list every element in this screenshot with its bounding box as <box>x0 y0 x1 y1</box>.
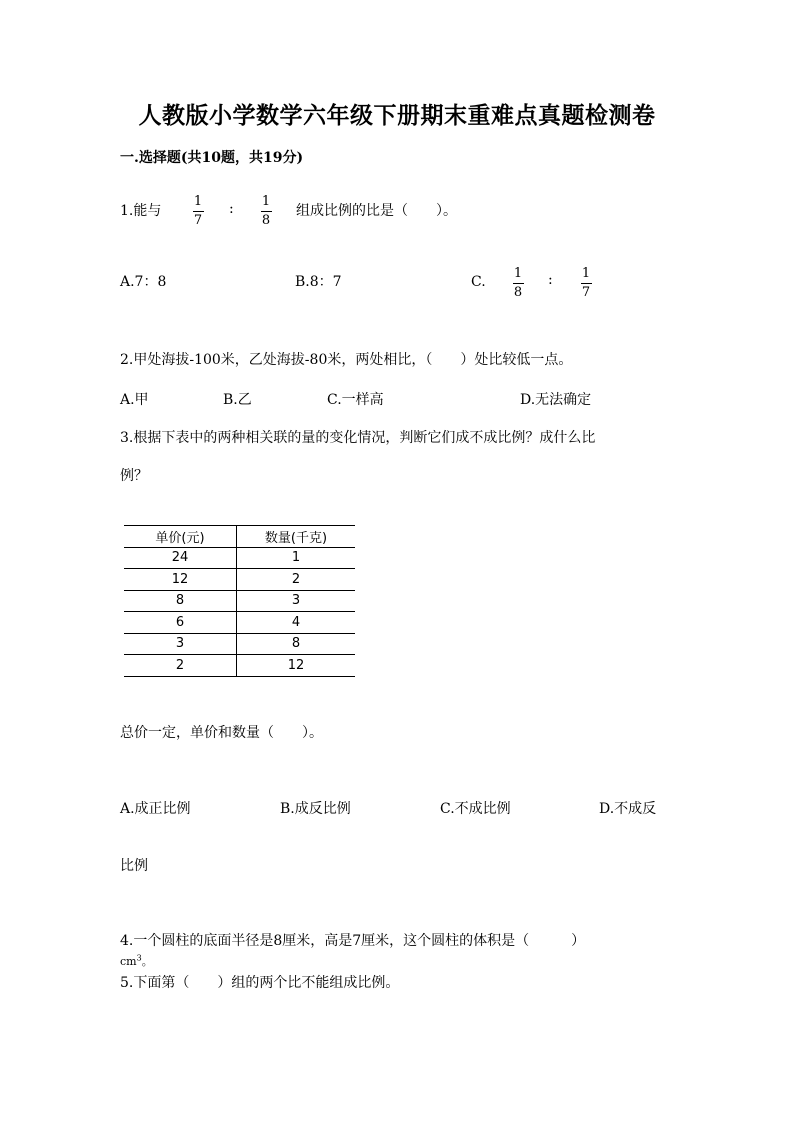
denominator: 8 <box>261 213 271 228</box>
unit-superscript: 3 <box>136 953 142 963</box>
q1-fraction-2 <box>259 195 273 228</box>
table-header-row <box>124 526 355 548</box>
q1-option-c-colon: : <box>548 272 553 288</box>
q2-text: 2.甲处海拔-100米，乙处海拔-80米，两处相比，（ ）处比较低一点。 <box>120 352 573 368</box>
denominator: 8 <box>513 285 523 300</box>
q5-text: 5.下面第（ ）组的两个比不能组成比例。 <box>120 975 400 991</box>
q1-option-a: A.7：8 <box>120 274 167 290</box>
table-cell: 8 <box>124 590 237 612</box>
table-cell: 12 <box>237 655 356 677</box>
q2-option-a: A.甲 <box>120 392 149 408</box>
q2-option-d: D.无法确定 <box>520 392 592 408</box>
fraction-bar <box>581 283 592 284</box>
table-row <box>124 655 355 677</box>
q3-line-2: 例？ <box>120 468 148 484</box>
table-header-cell: 单价(元) <box>124 526 237 548</box>
q1-option-c-fraction-1 <box>511 267 525 300</box>
numerator: 1 <box>261 194 271 209</box>
q1-option-c-fraction-2 <box>579 267 593 300</box>
table-header-cell: 数量(千克) <box>237 526 356 548</box>
q3-option-a: A.成正比例 <box>120 801 191 817</box>
numerator: 1 <box>193 194 203 209</box>
table-row <box>124 547 355 569</box>
table-row <box>124 612 355 634</box>
q3-option-d-continued: 比例 <box>120 858 148 874</box>
q2-option-c: C.一样高 <box>327 392 384 408</box>
q1-option-b: B.8：7 <box>295 274 342 290</box>
page-title: 人教版小学数学六年级下册期末重难点真题检测卷 <box>138 102 656 129</box>
table-row <box>124 633 355 655</box>
q3-option-d: D.不成反 <box>599 801 657 817</box>
table-cell: 8 <box>237 633 356 655</box>
q4-text: 4.一个圆柱的底面半径是8厘米，高是7厘米，这个圆柱的体积是（ ） <box>120 933 586 949</box>
q3-line-1: 3.根据下表中的两种相关联的量的变化情况，判断它们成不成比例？成什么比 <box>120 430 596 446</box>
table-cell: 3 <box>237 590 356 612</box>
denominator: 7 <box>193 213 203 228</box>
table-row <box>124 569 355 591</box>
fraction-bar <box>513 283 524 284</box>
q4-unit <box>120 953 153 969</box>
denominator: 7 <box>581 285 591 300</box>
table-row <box>124 590 355 612</box>
q1-colon: : <box>229 201 234 217</box>
table-cell: 2 <box>237 569 356 591</box>
numerator: 1 <box>513 266 523 281</box>
unit-end: 。 <box>141 955 153 968</box>
q1-fraction-1 <box>191 195 205 228</box>
table-cell: 12 <box>124 569 237 591</box>
table-cell: 1 <box>237 547 356 569</box>
table-cell: 24 <box>124 547 237 569</box>
table-cell: 3 <box>124 633 237 655</box>
fraction-bar <box>261 211 272 212</box>
price-quantity-table <box>124 525 355 677</box>
q3-option-c: C.不成比例 <box>440 801 511 817</box>
section-heading: 一.选择题(共10题，共19分) <box>120 150 304 166</box>
table-cell: 6 <box>124 612 237 634</box>
q1-suffix: 组成比例的比是（ ）。 <box>296 203 457 219</box>
fraction-bar <box>193 211 204 212</box>
table-cell: 2 <box>124 655 237 677</box>
q1-option-c-label: C. <box>471 274 486 290</box>
table-cell: 4 <box>237 612 356 634</box>
q3-prompt: 总价一定，单价和数量（ ）。 <box>120 725 323 741</box>
unit-base: cm <box>120 955 137 968</box>
q3-option-b: B.成反比例 <box>280 801 351 817</box>
q2-option-b: B.乙 <box>223 392 252 408</box>
q1-prefix: 1.能与 <box>120 203 162 219</box>
numerator: 1 <box>581 266 591 281</box>
